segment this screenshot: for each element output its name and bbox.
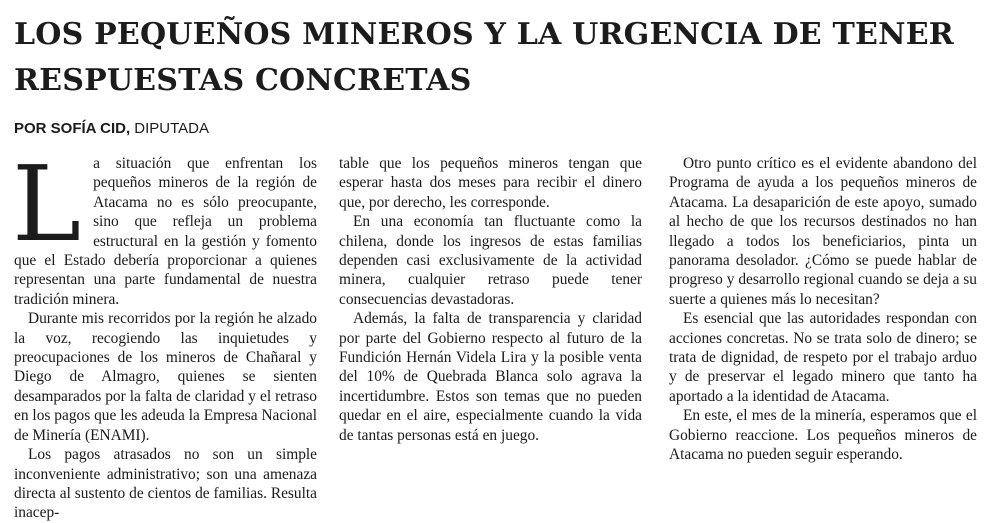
article-paragraph: Los pagos atrasados no son un simple inconveniente administrativo; son una amenaza directa al sustento de cientos de familias. Resulta inacep- xyxy=(14,446,317,522)
article-paragraph: Es esencial que las autoridades respondan con acciones concretas. No se trata solo de dinero; se trata de dignidad, de respeto por el trabajo arduo y de preservar el legado minero que tanto ha aportado a la identidad de Atacama. xyxy=(669,310,977,405)
article-paragraph: table que los pequeños mineros tengan que esperar hasta dos meses para recibir el dinero que, por derecho, les corresponde. xyxy=(339,155,642,211)
article-paragraph: Durante mis recorridos por la región he alzado la voz, recogiendo las inquietudes y preocupaciones de los mineros de Chañaral y Diego de Almagro, quienes se sienten desamparados por la falta de claridad y el retraso en los pagos que les adeuda la Empresa Nacional de Minería (ENAMI). xyxy=(14,310,317,444)
byline-author: POR SOFÍA CID, xyxy=(14,120,131,137)
article-paragraph: Además, la falta de transparencia y claridad por parte del Gobierno respecto al futuro de la Fundición Hernán Videla Lira y la posible venta del 10% de Quebrada Blanca solo agrava la incertidumbre. Estos son temas que no pueden quedar en el aire, especialmente cuando la vida de tantas personas está en juego. xyxy=(339,310,642,444)
article-paragraph: En este, el mes de la minería, esperamos que el Gobierno reaccione. Los pequeños mineros de Atacama no pueden seguir esperando. xyxy=(669,407,977,464)
paragraph-text: a situación que enfrentan los pequeños mineros de la región de Atacama no es sólo preocupante, sino que refleja un problema estructural en la gestión y fomento que el Estado debería proporcionar a quienes representan una parte fundamental de nuestra tradición minera. xyxy=(14,155,317,308)
article-paragraph: En una economía tan fluctuante como la chilena, donde los ingresos de estas familias dependen casi exclusivamente de la actividad minera, cualquier retraso puede tener consecuencias devastadoras. xyxy=(339,213,642,308)
byline-role: DIPUTADA xyxy=(130,120,210,137)
article-column-1 xyxy=(12,143,317,523)
article-paragraph xyxy=(12,143,317,309)
article-column-2 xyxy=(339,154,642,445)
article-paragraph: Otro punto crítico es el evidente abandono del Programa de ayuda a los pequeños mineros de Atacama. La desaparición de este apoyo, sumado al hecho de que los recursos destinados no han llegado a todos los beneficiarios, pinta un panorama desolador. ¿Cómo se puede hablar de progreso y desarrollo regional cuando se deja a su suerte a quienes más lo necesitan? xyxy=(669,155,977,308)
article-column-3 xyxy=(669,154,977,465)
drop-cap: L xyxy=(12,143,82,265)
article-headline: LOS PEQUEÑOS MINEROS Y LA URGENCIA DE TENER RESPUESTAS CONCRETAS xyxy=(14,17,954,98)
byline xyxy=(14,118,209,140)
